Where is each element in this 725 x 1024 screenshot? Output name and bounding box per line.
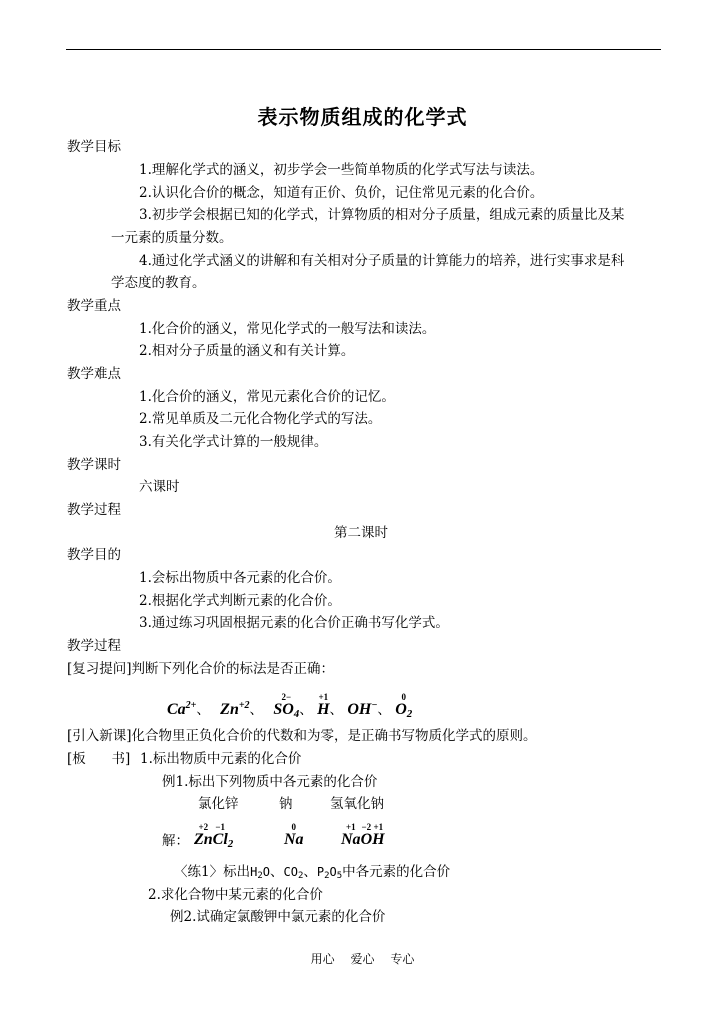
answer-zncl2: +2 Zn −1 $Cl_2$ (194, 822, 234, 850)
lesson-goals-heading: 教学目的 (67, 547, 121, 563)
board-label: [板 书] (67, 751, 131, 767)
formula-h: +1 H (317, 692, 330, 718)
goal-item: 1.理解化学式的涵义，初步学会一些简单物质的化学式写法与读法。 (139, 162, 544, 178)
substance-naoh: 氢氧化钠 (330, 796, 384, 812)
goal-item-cont: 学态度的教育。 (111, 275, 206, 291)
answer-na: 0 Na (284, 822, 304, 848)
lesson-goal-item: 3.通过练习巩固根据元素的化合价正确书写化学式。 (139, 615, 449, 631)
goal-item: 4.通过化学式涵义的讲解和有关相对分子质量的计算能力的培养，进行实事求是科 (139, 253, 625, 269)
answer-label: 解： (162, 833, 189, 849)
lesson-goal-item: 1.会标出物质中各元素的化合价。 (139, 570, 341, 586)
review-question: [复习提问]判断下列化合价的标法是否正确： (67, 661, 335, 677)
page-footer (0, 950, 725, 967)
lesson-goal-item: 2.根据化学式判断元素的化合价。 (139, 593, 341, 609)
formula-oh: OH− (347, 700, 378, 718)
new-lesson-intro: [引入新课]化合物里正负化合价的代数和为零，是正确书写物质化学式的原则。 (67, 728, 537, 744)
header-rule (66, 49, 661, 50)
difficulties-heading: 教学难点 (67, 366, 121, 382)
footer-word: 用心 (310, 952, 335, 966)
key-point-item: 2.相对分子质量的涵义和有关计算。 (139, 343, 355, 359)
formula-ca: $Ca^{2+}$ (167, 700, 197, 718)
practice-1: 〈练1〉标出H2O、CO2、P2O5中各元素的化合价 (174, 864, 451, 881)
board-item-1: 1.标出物质中元素的化合价 (140, 751, 302, 767)
hours-heading: 教学课时 (67, 457, 121, 473)
key-points-heading: 教学重点 (67, 298, 121, 314)
substance-na: 钠 (279, 796, 293, 812)
page-title: 表示物质组成的化学式 (257, 105, 468, 129)
key-point-item: 1.化合价的涵义，常见化学式的一般写法和读法。 (139, 321, 436, 337)
formula-o2: 0 $O_2$ (395, 692, 413, 720)
footer-word: 爱心 (350, 952, 375, 966)
example-1: 例1.标出下列物质中各元素的化合价 (162, 774, 378, 790)
formula-zn: $Zn^{+2}$ (220, 700, 250, 718)
board-item-2: 2.求化合物中某元素的化合价 (148, 887, 323, 903)
formula-so4: 2− $SO_4$ (273, 692, 300, 720)
goals-heading: 教学目标 (67, 139, 121, 155)
difficulty-item: 3.有关化学式计算的一般规律。 (139, 434, 328, 450)
example-2: 例2.试确定氯酸钾中氯元素的化合价 (170, 909, 386, 925)
goal-item-cont: 一元素的质量分数。 (111, 230, 233, 246)
valence-formulas: $Ca^{2+}$、 $Zn^{+2}$、 2− $SO_4$、 +1 H、 OH−、 0 $O_2$ (167, 692, 413, 720)
difficulty-item: 1.化合价的涵义，常见元素化合价的记忆。 (139, 389, 395, 405)
goal-item: 2.认识化合价的概念，知道有正价、负价，记住常见元素的化合价。 (139, 185, 544, 201)
answer-naoh: +1 Na −2 O +1 H (341, 822, 385, 848)
process-heading: 教学过程 (67, 502, 121, 518)
footer-word: 专心 (390, 952, 415, 966)
hours-value: 六课时 (139, 479, 180, 495)
substance-zncl2: 氯化锌 (198, 796, 239, 812)
goal-item: 3.初步学会根据已知的化学式，计算物质的相对分子质量，组成元素的质量比及某 (139, 207, 625, 223)
difficulty-item: 2.常见单质及二元化合物化学式的写法。 (139, 411, 382, 427)
lesson-process-heading: 教学过程 (67, 638, 121, 654)
lesson-title: 第二课时 (334, 525, 388, 541)
